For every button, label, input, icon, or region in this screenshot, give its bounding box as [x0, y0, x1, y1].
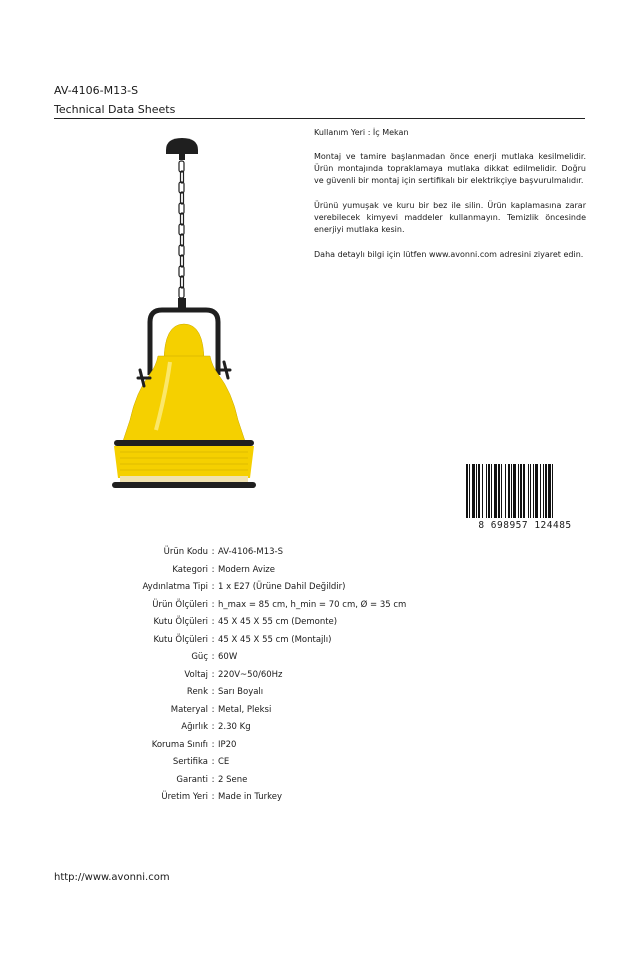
spec-row [100, 789, 520, 807]
spec-separator: : [211, 687, 215, 697]
spec-separator: : [211, 547, 215, 557]
spec-row [100, 772, 520, 790]
barcode-bar [494, 464, 497, 518]
barcode-bar [535, 464, 538, 518]
barcode-bar [486, 464, 487, 518]
upper-ring [114, 440, 254, 446]
spec-row [100, 754, 520, 772]
barcode-bar [505, 464, 506, 518]
ceiling-canopy [166, 138, 198, 154]
spec-value: h_max = 85 cm, h_min = 70 cm, Ø = 35 cm [218, 599, 407, 610]
spec-row [100, 702, 520, 720]
barcode-bars [466, 464, 584, 518]
spec-label: Kategori [172, 564, 208, 575]
barcode-bar [469, 464, 470, 518]
barcode-bar [533, 464, 534, 518]
barcode-bar [511, 464, 512, 518]
barcode-bar [518, 464, 519, 518]
spec-value: AV-4106-M13-S [218, 547, 283, 557]
document-header [54, 84, 585, 117]
spec-value: Sarı Boyalı [218, 687, 264, 697]
barcode-bar [501, 464, 502, 518]
spec-row [100, 544, 520, 562]
spec-separator: : [211, 739, 215, 750]
barcode-bar [528, 464, 529, 518]
barcode-bar [513, 464, 516, 518]
spec-value: 60W [218, 652, 238, 662]
barcode [466, 460, 584, 532]
spec-separator: : [211, 774, 215, 785]
barcode-bar [498, 464, 500, 518]
spec-separator: : [211, 669, 215, 680]
bottom-ring [112, 482, 256, 488]
spec-label: Garanti [176, 774, 208, 785]
spec-separator: : [211, 722, 215, 732]
barcode-bar [520, 464, 522, 518]
more-info-paragraph: Daha detaylı bilgi için lütfen www.avonni.com adresini ziyaret edin. [314, 250, 584, 259]
hanging-chain [179, 161, 184, 298]
spec-label: Renk [186, 687, 208, 697]
spec-value: 2 Sene [218, 774, 248, 785]
spec-value: 220V~50/60Hz [218, 669, 283, 680]
spec-label: Sertifika [172, 757, 208, 767]
spec-label: Kutu Ölçüleri [153, 617, 208, 627]
spec-value: 45 X 45 X 55 cm (Demonte) [218, 617, 338, 627]
spec-label: Ürün Kodu [163, 547, 208, 557]
barcode-bar [472, 464, 475, 518]
pendant-lamp-image [100, 130, 270, 500]
barcode-bar [491, 464, 492, 518]
product-code-title: AV-4106-M13-S [54, 84, 139, 97]
spec-row [100, 597, 520, 615]
safety-paragraph: Montaj ve tamire başlanmadan önce enerji mutlaka kesilmelidir. Ürün montajında topraklamaya mutlaka dikkat edilmelidir. Doğru ve güvenli bir montaj için sertifikalı bir elektrikçiye başvurulmalıdır. [314, 152, 586, 185]
barcode-bar [523, 464, 525, 518]
spec-table [100, 544, 520, 807]
barcode-bar [545, 464, 547, 518]
barcode-bar [508, 464, 510, 518]
document-subtitle: Technical Data Sheets [54, 103, 176, 116]
barcode-bar [476, 464, 477, 518]
spec-row [100, 667, 520, 685]
spec-value: Made in Turkey [218, 792, 282, 802]
spec-separator: : [211, 792, 215, 802]
spec-row [100, 632, 520, 650]
spec-label: Koruma Sınıfı [151, 739, 208, 750]
spec-row [100, 579, 520, 597]
barcode-bar [548, 464, 551, 518]
spec-label: Aydınlatma Tipi [142, 582, 208, 592]
footer-website-link[interactable]: http://www.avonni.com [54, 872, 170, 883]
barcode-digits: 8 698957 124485 [478, 520, 572, 531]
spec-label: Kutu Ölçüleri [153, 634, 208, 645]
spec-separator: : [211, 634, 215, 645]
spec-separator: : [211, 757, 215, 767]
spec-row [100, 684, 520, 702]
barcode-bar [552, 464, 553, 518]
spec-value: Metal, Pleksi [218, 704, 272, 715]
spec-value: 1 x E27 (Ürüne Dahil Değildir) [218, 582, 346, 592]
spec-separator: : [211, 704, 215, 715]
spec-label: Güç [191, 652, 208, 662]
cage-band [114, 446, 254, 478]
spec-label: Ürün Ölçüleri [152, 599, 208, 610]
barcode-bar [540, 464, 541, 518]
cleaning-paragraph: Ürünü yumuşak ve kuru bir bez ile silin. Ürün kaplamasına zarar verebilecek kimyevi maddeler kullanmayın. Temizlik öncesinde enerjiyi mutlaka kesin. [314, 201, 586, 234]
spec-value: CE [218, 757, 230, 767]
barcode-bar [488, 464, 490, 518]
spec-label: Üretim Yeri [161, 792, 208, 802]
spec-separator: : [211, 564, 215, 575]
barcode-bar [482, 464, 483, 518]
spec-value: Modern Avize [218, 564, 275, 575]
barcode-bar [466, 464, 468, 518]
spec-row [100, 649, 520, 667]
header-divider [54, 118, 585, 119]
usage-location: Kullanım Yeri : İç Mekan [314, 128, 409, 137]
spec-label: Voltaj [184, 669, 208, 680]
spec-value: 45 X 45 X 55 cm (Montajlı) [218, 634, 332, 645]
spec-label: Ağırlık [181, 722, 208, 732]
canopy-hook [179, 154, 185, 160]
spec-row [100, 614, 520, 632]
spec-row [100, 737, 520, 755]
barcode-bar [478, 464, 480, 518]
barcode-bar [543, 464, 544, 518]
spec-separator: : [211, 582, 215, 592]
spec-value: IP20 [218, 739, 237, 750]
barcode-bar [530, 464, 531, 518]
spec-row [100, 562, 520, 580]
spec-separator: : [211, 617, 215, 627]
spec-separator: : [211, 652, 215, 662]
product-info-text [314, 127, 586, 274]
spec-separator: : [211, 599, 215, 610]
spec-value: 2.30 Kg [218, 722, 251, 732]
spec-label: Materyal [170, 704, 208, 715]
spec-row [100, 719, 520, 737]
